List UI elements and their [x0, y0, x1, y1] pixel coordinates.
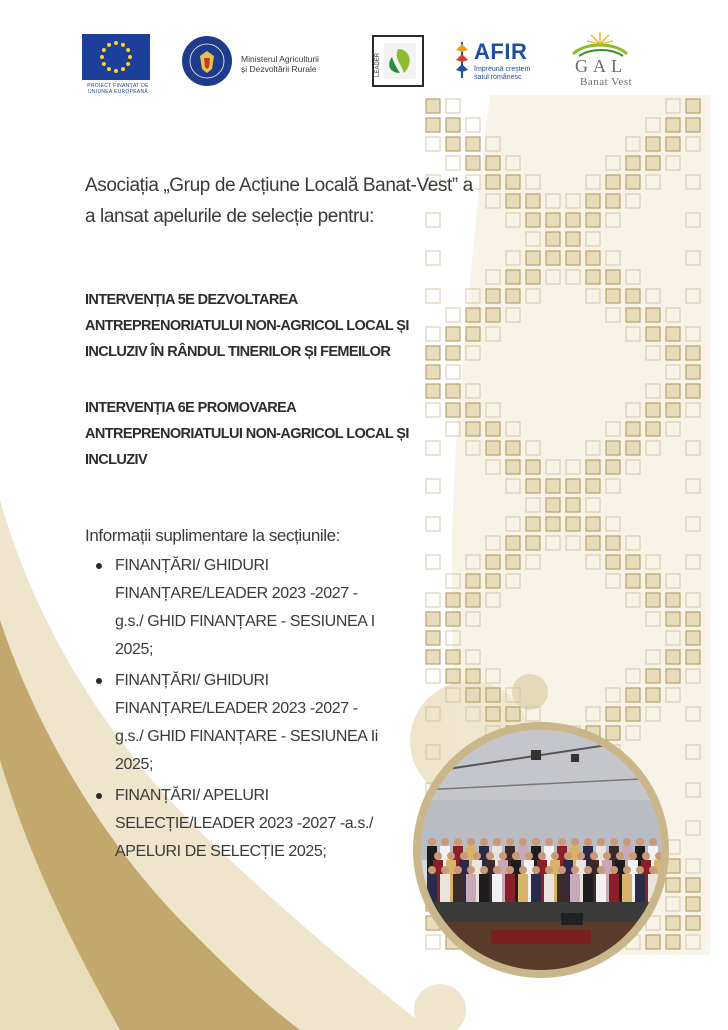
bullet-icon: [96, 563, 102, 569]
list-item-line: APELURI DE SELECȚIE 2025;: [115, 843, 327, 860]
list-item-line: FINANȚĂRI/ APELURI: [115, 787, 269, 804]
afir-tagline: [474, 66, 544, 81]
bullet-icon: [96, 678, 102, 684]
afir-tagline-2: satul românesc: [474, 73, 522, 81]
list-item: [85, 667, 425, 779]
gal-sun-icon: [565, 30, 635, 58]
afir-name: AFIR: [474, 39, 528, 64]
list-item-line: 2025;: [115, 756, 154, 773]
government-seal-icon: [182, 36, 232, 86]
intervention-6e-line-1: INTERVENȚIA 6E PROMOVAREA: [85, 400, 297, 416]
afir-tagline-1: împreună creștem: [474, 66, 531, 73]
eu-flag-icon: [82, 34, 150, 80]
info-heading: Informații suplimentare la secțiunile:: [85, 526, 341, 545]
list-item-line: FINANȚARE/LEADER 2023 -2027 -: [115, 585, 358, 602]
list-item-line: FINANȚARE/LEADER 2023 -2027 -: [115, 700, 358, 717]
intervention-5e-line-1: INTERVENȚIA 5E DEZVOLTAREA: [85, 292, 298, 308]
intervention-6e-line-3: INCLUZIV: [85, 452, 148, 468]
list-item-line: g.s./ GHID FINANȚARE - SESIUNEA Ii: [115, 728, 378, 745]
intervention-6e: [85, 395, 545, 473]
eu-caption: PROIECT FINANȚAT DE UNIUNEA EUROPEANĂ: [87, 83, 149, 95]
list-item: [85, 782, 425, 866]
info-list: [85, 552, 425, 866]
leader-label: LEADER: [375, 52, 381, 77]
list-item: [85, 552, 425, 664]
intervention-5e-line-3: INCLUZIV ÎN RÂNDUL TINERILOR ȘI FEMEILOR: [85, 344, 391, 360]
list-item-line: g.s./ GHID FINANȚARE - SESIUNEA I: [115, 613, 375, 630]
list-item-line: FINANȚĂRI/ GHIDURI: [115, 672, 269, 689]
gal-name: GAL: [575, 56, 627, 76]
intro-line-2: a lansat apelurile de selecție pentru:: [85, 206, 374, 227]
logos-header: [0, 28, 728, 98]
intervention-5e: [85, 287, 545, 365]
intro-text: [85, 170, 585, 232]
list-item-line: SELECȚIE/LEADER 2023 -2027 -a.s./: [115, 815, 374, 832]
bullet-icon: [96, 793, 102, 799]
intervention-6e-line-2: ANTREPRENORIATULUI NON-AGRICOL LOCAL ȘI: [85, 426, 409, 442]
leader-logo: [372, 35, 424, 87]
ministry-name: [241, 54, 351, 74]
list-item-line: 2025;: [115, 641, 154, 658]
ministry-line-1: Ministerul Agriculturii: [241, 54, 319, 64]
intervention-5e-line-2: ANTREPRENORIATULUI NON-AGRICOL LOCAL ȘI: [85, 318, 409, 334]
info-section: [85, 522, 425, 869]
intro-line-1: Asociația „Grup de Acțiune Locală Banat-Vest” a: [85, 175, 473, 196]
group-photo: [421, 730, 661, 970]
afir-wheat-icon: [452, 38, 472, 80]
gal-subtitle: Banat Vest: [580, 76, 633, 88]
list-item-line: FINANȚĂRI/ GHIDURI: [115, 557, 269, 574]
ministry-line-2: și Dezvoltării Rurale: [241, 64, 317, 74]
